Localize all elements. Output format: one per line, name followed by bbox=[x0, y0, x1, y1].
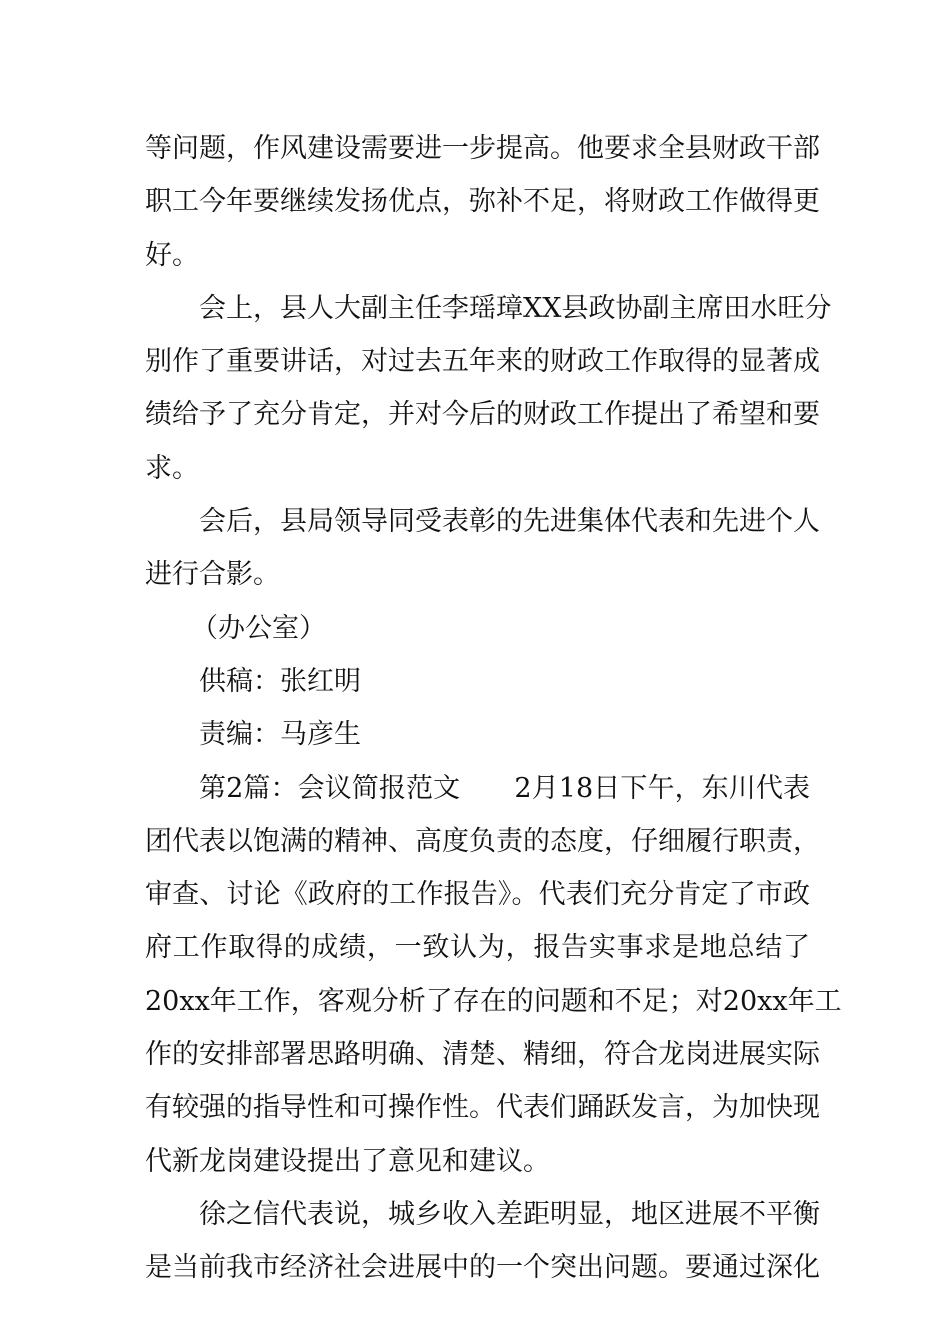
text-line: 是当前我市经济社会进展中的一个突出问题。要通过深化 bbox=[145, 1252, 820, 1284]
text-line: 徐之信代表说，城乡收入差距明显，地区进展不平衡 bbox=[199, 1198, 820, 1230]
text-line: 20xx年工作，客观分析了存在的问题和不足；对20xx年工 bbox=[145, 985, 842, 1017]
text-line: 职工今年要继续发扬优点，弥补不足，将财政工作做得更 bbox=[145, 186, 820, 218]
text-line: 团代表以饱满的精神、高度负责的态度，仔细履行职责， bbox=[145, 825, 820, 857]
department-note: （办公室） bbox=[191, 612, 326, 644]
section-heading-line: 第2篇：会议简报范文 2月18日下午，东川代表 bbox=[199, 772, 810, 804]
text-line: 别作了重要讲话，对过去五年来的财政工作取得的显著成 bbox=[145, 346, 820, 378]
editor-line: 责编：马彦生 bbox=[199, 719, 361, 751]
text-line: 代新龙岗建设提出了意见和建议。 bbox=[145, 1145, 550, 1177]
text-line: 作的安排部署思路明确、清楚、精细，符合龙岗进展实际 bbox=[145, 1039, 820, 1071]
text-line: 会后，县局领导同受表彰的先进集体代表和先进个人 bbox=[199, 506, 820, 538]
text-line: 好。 bbox=[145, 239, 199, 271]
text-line: 审查、讨论《政府的工作报告》。代表们充分肯定了市政 bbox=[145, 879, 810, 911]
text-line: 进行合影。 bbox=[145, 559, 280, 591]
text-line: 绩给予了充分肯定，并对今后的财政工作提出了希望和要 bbox=[145, 399, 820, 431]
text-line: 府工作取得的成绩，一致认为，报告实事求是地总结了 bbox=[145, 932, 810, 964]
document-body bbox=[145, 122, 842, 1295]
text-line: 会上，县人大副主任李瑶璋XX县政协副主席田水旺分 bbox=[199, 292, 832, 324]
contributor-line: 供稿：张红明 bbox=[199, 665, 361, 697]
text-line: 等问题，作风建设需要进一步提高。他要求全县财政干部 bbox=[145, 133, 820, 164]
text-line: 求。 bbox=[145, 452, 199, 484]
text-line: 有较强的指导性和可操作性。代表们踊跃发言，为加快现 bbox=[145, 1092, 820, 1124]
